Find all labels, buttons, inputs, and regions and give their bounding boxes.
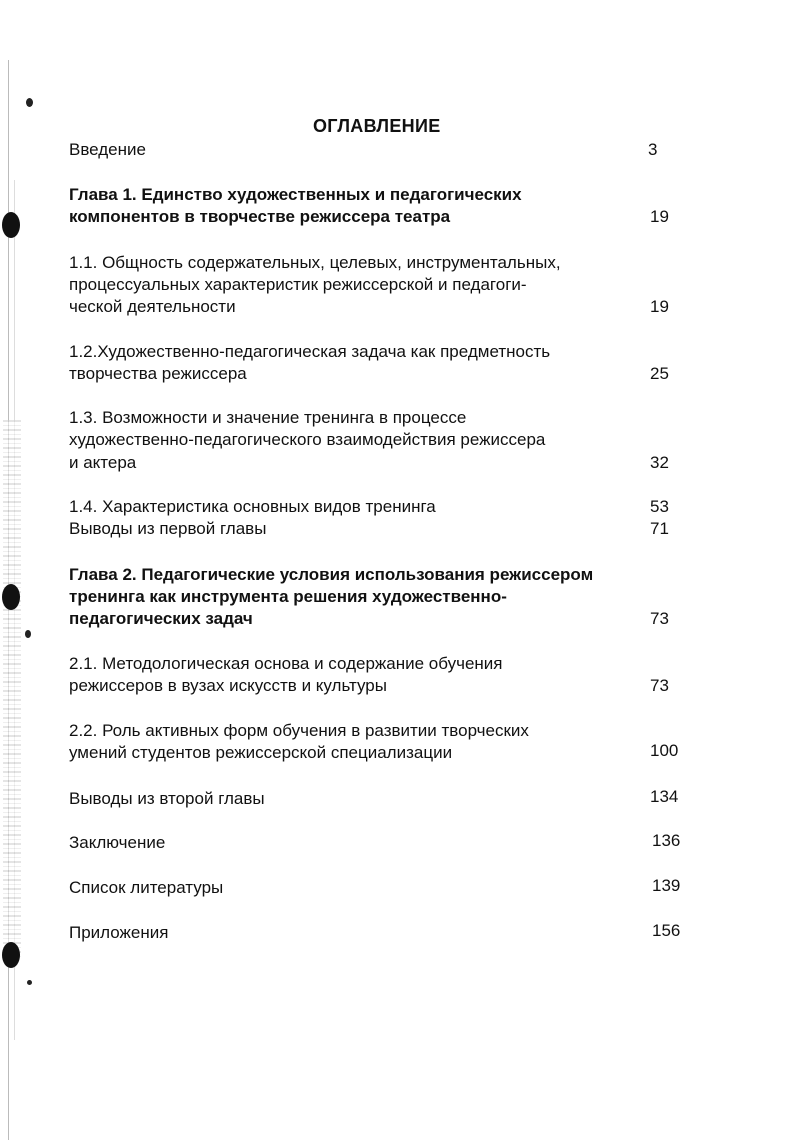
- toc-chapter-line: тренинга как инструмента решения художественно-: [69, 587, 507, 606]
- punch-hole: [2, 584, 20, 610]
- toc-page-number: 32: [650, 453, 669, 472]
- toc-chapter-line: педагогических задач: [69, 609, 253, 628]
- toc-entry-line: процессуальных характеристик режиссерской и педагоги-: [69, 275, 527, 294]
- toc-entry-line: 1.2.Художественно-педагогическая задача как предметность: [69, 342, 551, 361]
- scan-noise: [3, 420, 21, 960]
- toc-page-number: 134: [650, 787, 679, 806]
- toc-entry-line: творчества режиссера: [69, 364, 247, 383]
- toc-entry-line: Приложения: [69, 923, 169, 942]
- toc-page-number: 100: [650, 741, 679, 760]
- toc-page-number: 136: [652, 831, 681, 850]
- toc-chapter-line: Глава 2. Педагогические условия использования режиссером: [69, 565, 594, 584]
- toc-page-number: 53: [650, 497, 669, 516]
- toc-entry-line: Заключение: [69, 833, 166, 852]
- toc-entry-line: Выводы из первой главы: [69, 519, 267, 538]
- toc-page-number: 19: [650, 207, 669, 226]
- toc-entry-line: режиссеров в вузах искусств и культуры: [69, 676, 387, 695]
- toc-entry-line: 2.2. Роль активных форм обучения в развитии творческих: [69, 721, 529, 740]
- toc-title: ОГЛАВЛЕНИЕ: [313, 116, 441, 136]
- toc-page-number: 73: [650, 676, 669, 695]
- scan-speck: [26, 98, 33, 107]
- punch-hole: [2, 942, 20, 968]
- toc-page-number: 156: [652, 921, 681, 940]
- toc-page-number: 25: [650, 364, 669, 383]
- toc-entry-line: умений студентов режиссерской специализации: [69, 743, 453, 762]
- toc-entry-line: Выводы из второй главы: [69, 789, 265, 808]
- toc-entry-line: 2.1. Методологическая основа и содержание обучения: [69, 654, 503, 673]
- toc-entry-line: Введение: [69, 140, 146, 159]
- toc-entry-line: Список литературы: [69, 878, 224, 897]
- toc-page-number: 19: [650, 297, 669, 316]
- scan-speck: [25, 630, 31, 638]
- toc-page-number: 71: [650, 519, 669, 538]
- toc-chapter-line: компонентов в творчестве режиссера театра: [69, 207, 451, 226]
- toc-entry-line: ческой деятельности: [69, 297, 236, 316]
- toc-entry-line: 1.4. Характеристика основных видов тренинга: [69, 497, 436, 516]
- scan-speck: [27, 980, 32, 985]
- toc-page-number: 139: [652, 876, 681, 895]
- punch-hole: [2, 212, 20, 238]
- toc-entry-line: художественно-педагогического взаимодействия режиссера: [69, 430, 546, 449]
- toc-chapter-line: Глава 1. Единство художественных и педагогических: [69, 185, 522, 204]
- toc-entry-line: 1.1. Общность содержательных, целевых, инструментальных,: [69, 253, 561, 272]
- toc-page-number: 73: [650, 609, 669, 628]
- toc-page-number: 3: [648, 140, 658, 159]
- toc-entry-line: и актера: [69, 453, 137, 472]
- toc-entry-line: 1.3. Возможности и значение тренинга в процессе: [69, 408, 467, 427]
